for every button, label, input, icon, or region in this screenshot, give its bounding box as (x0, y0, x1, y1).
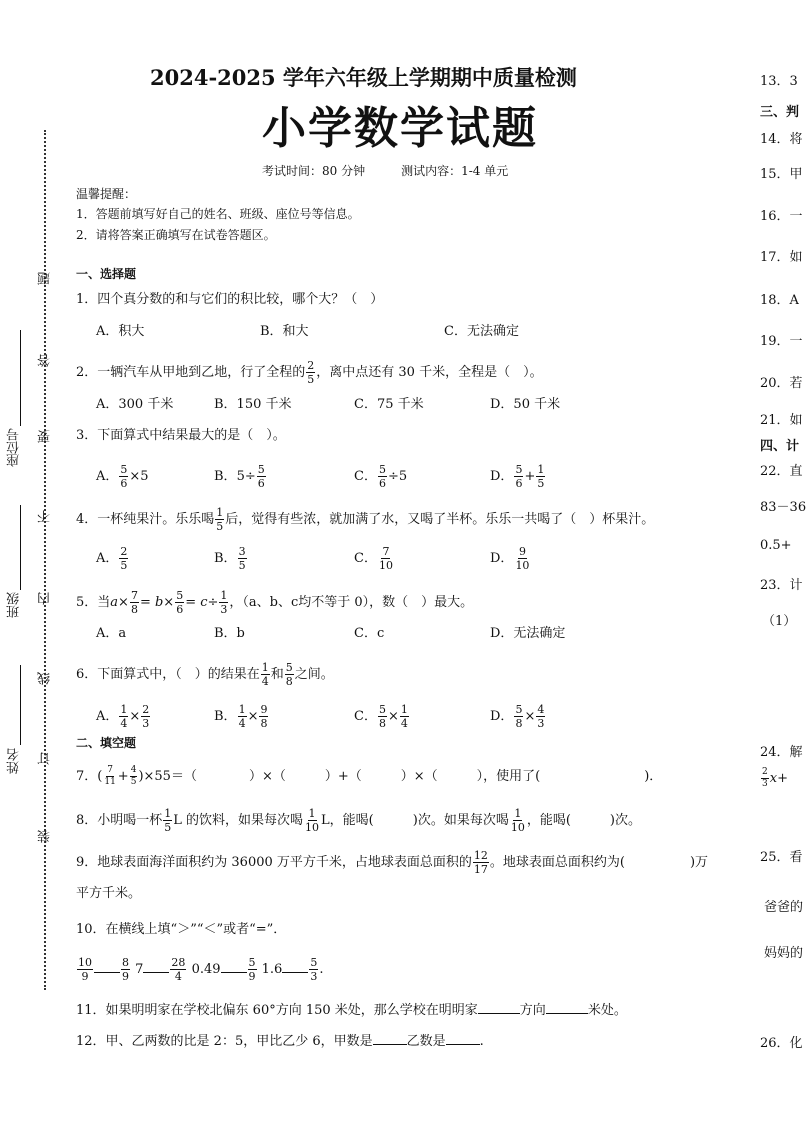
binding-mark: 线 (38, 672, 53, 685)
binding-dotted-line (44, 130, 46, 990)
question-9: 9．地球表面海洋面积约为 36000 万平方千米，占地球表面总面积的 $\frac{12}{17}$ 。地球表面总面积约为( )万 (76, 849, 709, 876)
comparison-row: $\frac{10}{9}$ $\frac{8}{9}$ 7 $\frac{28}{4}$ 0.49 $\frac{5}{9}$ 1.6 $\frac{5}{3}$ . (78, 956, 324, 983)
right-column-line: 18．A (760, 293, 799, 308)
exam-info: 考试时间：80 分钟 测试内容：1-4 单元 (262, 164, 509, 178)
answer-blank[interactable] (478, 1001, 520, 1014)
option-a[interactable]: A．a (96, 626, 127, 641)
right-column-line: 24．解 (760, 745, 803, 760)
answer-blank[interactable] (221, 960, 247, 973)
right-column-line: 14．将 (760, 132, 803, 147)
option-a[interactable]: A．积大 (96, 324, 145, 339)
option-b[interactable]: B．150 千米 (214, 397, 292, 412)
right-column-line: 13．3 (760, 74, 798, 89)
reminder-item: 2．请将答案正确填写在试卷答题区。 (76, 228, 276, 242)
question-3: 3．下面算式中结果最大的是（ ）。 (76, 428, 286, 443)
option-c[interactable]: C．无法确定 (444, 324, 519, 339)
question-10: 10．在横线上填“＞”“＜”或者“=”． (76, 922, 287, 937)
right-column-line: 22．直 (760, 464, 803, 479)
right-column-line: 0.5+ (760, 538, 792, 553)
answer-blank[interactable] (446, 1032, 480, 1045)
right-column-line: 26．化 (760, 1036, 803, 1051)
class-field[interactable] (20, 505, 21, 590)
class-label: 班级 (7, 592, 22, 618)
right-column-line: 三、判 (760, 105, 800, 120)
section-heading: 一、选择题 (76, 267, 137, 281)
option-b[interactable]: B．5÷ $\frac{5}{6}$ (214, 463, 265, 490)
seat-number-label: 座位号 (7, 428, 22, 467)
right-column-line: 四、计 (760, 439, 800, 454)
answer-blank[interactable] (94, 960, 120, 973)
question-8: 8．小明喝一杯 $\frac{1}{5}$ L 的饮料，如果每次喝 $\frac{1}{10}$ L，能喝( )次。如果每次喝 $\frac{1}{10}$ ，能喝( )次。 (76, 807, 641, 834)
right-column-line: 83－36 (760, 500, 806, 515)
right-column-line: 19．一 (760, 334, 803, 349)
binding-mark: 要 (38, 430, 53, 443)
exam-title: 2024-2025 学年六年级上学期期中质量检测 (150, 65, 577, 90)
option-b[interactable]: B．b (214, 626, 245, 641)
binding-mark: 答 (38, 354, 53, 367)
question-6: 6．下面算式中，（ ）的结果在 $\frac{1}{4}$ 和 $\frac{5}{8}$ 之间。 (76, 661, 334, 688)
option-c[interactable]: C．75 千米 (354, 397, 424, 412)
right-column-line: 16．一 (760, 209, 803, 224)
question-1: 1．四个真分数的和与它们的积比较，哪个大？（ ） (76, 292, 384, 307)
answer-blank[interactable] (546, 1001, 588, 1014)
binding-mark: 内 (38, 592, 53, 605)
subject-title: 小学数学试题 (262, 103, 538, 154)
right-column-line: 20．若 (760, 376, 803, 391)
answer-blank[interactable] (373, 1032, 407, 1045)
option-a[interactable]: A． $\frac{5}{6}$ ×5 (96, 463, 149, 490)
option-c[interactable]: C． $\frac{5}{8}$ × $\frac{1}{4}$ (354, 703, 408, 730)
question-5: 5．当a× $\frac{7}{8}$ = b× $\frac{5}{6}$ = c÷ $\frac{1}{3}$ ，（a、b、c均不等于 0），数（ ）最大。 (76, 589, 474, 616)
question-11: 11．如果明明家在学校北偏东 60°方向 150 米处，那么学校在明明家 方向 米处。 (76, 1003, 627, 1018)
right-column-line: 妈妈的 (764, 946, 804, 961)
right-column-fraction: $\frac{2}{3}$ x+ (762, 767, 788, 789)
fraction: $\frac{2}{5}$ (307, 359, 315, 386)
answer-blank[interactable] (143, 960, 169, 973)
right-column-line: 爸爸的 (764, 900, 804, 915)
binding-mark: 不 (38, 510, 53, 523)
right-column-line: 23．计 (760, 578, 803, 593)
option-b[interactable]: B． $\frac{1}{4}$ × $\frac{9}{8}$ (214, 703, 268, 730)
option-a[interactable]: A． $\frac{2}{5}$ (96, 545, 128, 572)
option-d[interactable]: D． $\frac{5}{8}$ × $\frac{4}{3}$ (490, 703, 545, 730)
question-2: 2．一辆汽车从甲地到乙地，行了全程的 $\frac{2}{5}$ ，离中点还有 30 千米，全程是（ ）。 (76, 359, 543, 386)
option-d[interactable]: D． $\frac{9}{10}$ (490, 545, 530, 572)
question-4: 4．一杯纯果汁。乐乐喝 $\frac{1}{5}$ 后，觉得有些浓，就加满了水，又喝了半杯。乐乐一共喝了（ ）杯果汁。 (76, 506, 655, 533)
right-column-line: （1） (762, 614, 797, 629)
option-a[interactable]: A．300 千米 (96, 397, 174, 412)
reminder-item: 1．答题前填写好自己的姓名、班级、座位号等信息。 (76, 207, 360, 221)
right-column-line: 25．看 (760, 850, 803, 865)
name-field[interactable] (20, 665, 21, 745)
question-12: 12．甲、乙两数的比是 2：5，甲比乙少 6，甲数是 乙数是 . (76, 1034, 484, 1049)
binding-mark: 题 (38, 272, 53, 285)
option-c[interactable]: C．c (354, 626, 385, 641)
right-column-line: 21．如 (760, 413, 803, 428)
section-heading: 二、填空题 (76, 736, 137, 750)
question-7: 7．( $\frac{7}{11}$ + $\frac{4}{5}$ )×55＝（ ）×（ ）+（ ）×（ ），使用了( )． (76, 765, 663, 787)
right-column-line: 15．甲 (760, 167, 803, 182)
option-b[interactable]: B． $\frac{3}{5}$ (214, 545, 246, 572)
binding-mark: 装 (38, 830, 53, 843)
answer-blank[interactable] (282, 960, 308, 973)
name-label: 姓名 (7, 748, 22, 774)
option-a[interactable]: A． $\frac{1}{4}$ × $\frac{2}{3}$ (96, 703, 150, 730)
option-c[interactable]: C． $\frac{5}{6}$ ÷5 (354, 463, 408, 490)
option-d[interactable]: D． $\frac{5}{6}$ + $\frac{1}{5}$ (490, 463, 545, 490)
reminder-label: 温馨提醒： (76, 187, 137, 201)
question-9-line2: 平方千米。 (76, 886, 142, 901)
binding-mark: 订 (38, 752, 53, 765)
option-d[interactable]: D．50 千米 (490, 397, 561, 412)
right-column-line: 17．如 (760, 250, 803, 265)
option-b[interactable]: B．和大 (260, 324, 309, 339)
option-d[interactable]: D．无法确定 (490, 626, 566, 641)
option-c[interactable]: C． $\frac{7}{10}$ (354, 545, 393, 572)
seat-number-field[interactable] (20, 330, 21, 426)
